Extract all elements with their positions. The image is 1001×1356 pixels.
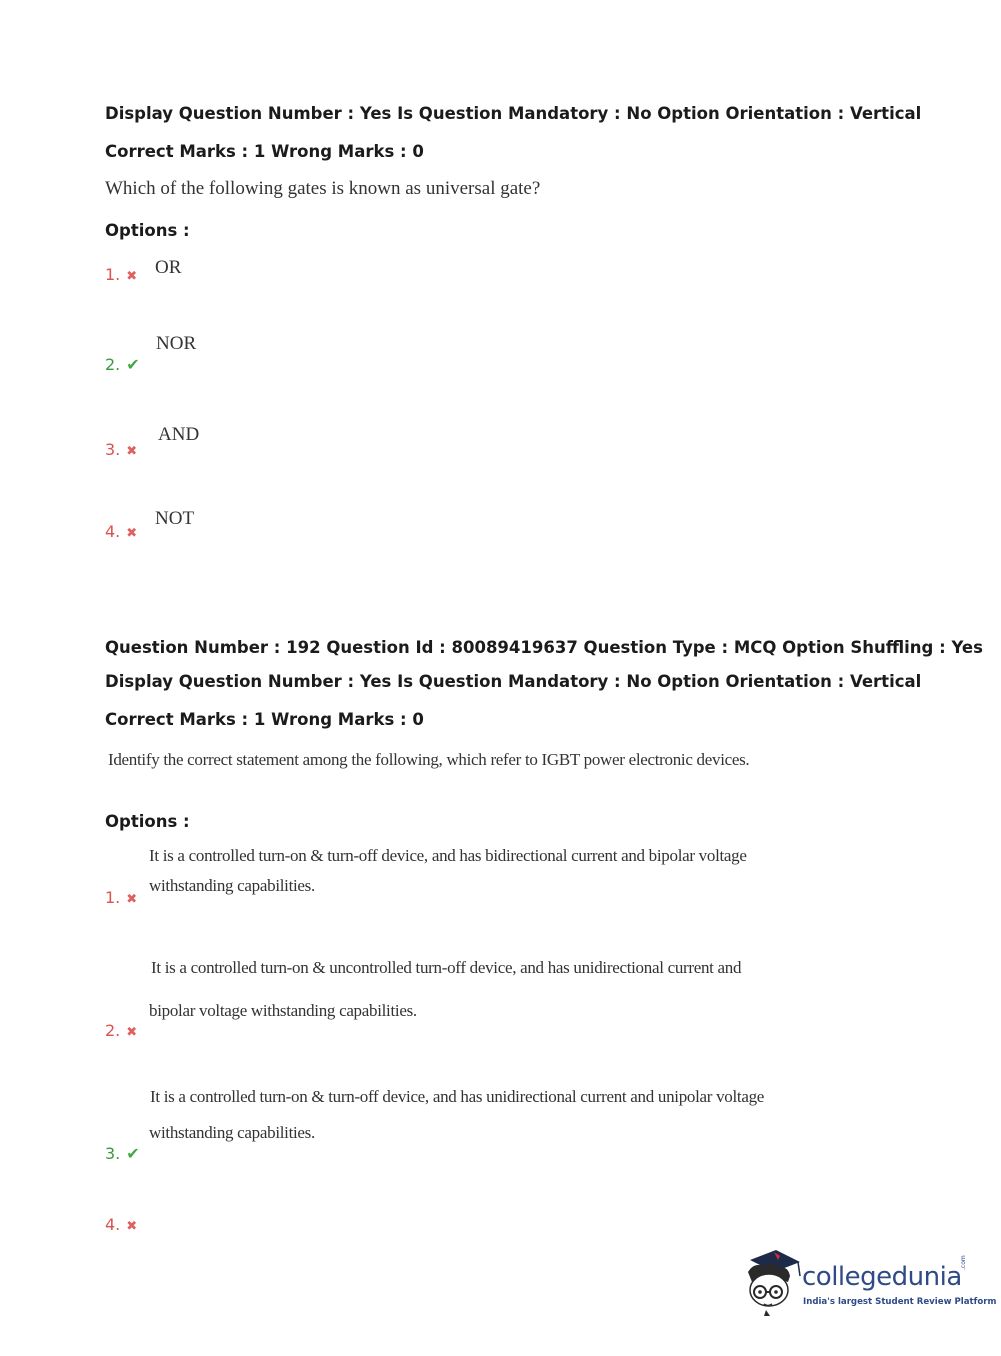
cross-icon: ✖ — [126, 526, 138, 541]
option-number: 1. — [105, 265, 121, 284]
option-number: 3. — [105, 1144, 121, 1163]
option-number: 2. — [105, 355, 121, 374]
q1-option-3-text: AND — [158, 424, 200, 445]
cross-icon: ✖ — [126, 269, 138, 284]
option-number: 1. — [105, 888, 121, 907]
check-icon: ✔ — [126, 1144, 140, 1163]
q2-option-1-line2: withstanding capabilities. — [149, 876, 315, 895]
q2-question-text: Identify the correct statement among the following, which refer to IGBT power electronic devices. — [108, 750, 750, 769]
q2-option-2-line1: It is a controlled turn-on & uncontrolled turn-off device, and has unidirectional current and — [151, 958, 742, 977]
q2-header-info: Question Number : 192 Question Id : 80089419637 Question Type : MCQ Option Shuffling : Yes — [105, 638, 983, 657]
q1-option-2-marker — [105, 355, 140, 374]
q1-option-3-marker — [105, 440, 137, 459]
option-number: 4. — [105, 1215, 121, 1234]
q1-option-2-text: NOR — [156, 333, 197, 354]
option-number: 2. — [105, 1021, 121, 1040]
mascot-icon — [742, 1250, 804, 1318]
collegedunia-logo — [742, 1250, 997, 1318]
q1-option-1-text: OR — [155, 257, 182, 278]
cross-icon: ✖ — [126, 444, 138, 459]
q1-display-info: Display Question Number : Yes Is Question Mandatory : No Option Orientation : Vertical — [105, 104, 922, 123]
cross-icon: ✖ — [126, 1025, 138, 1040]
q2-marks-info: Correct Marks : 1 Wrong Marks : 0 — [105, 710, 424, 729]
logo-suffix: .com — [960, 1255, 967, 1270]
logo-wordmark: collegedunia — [802, 1262, 962, 1292]
q2-display-info: Display Question Number : Yes Is Question Mandatory : No Option Orientation : Vertical — [105, 672, 922, 691]
q2-option-1-marker — [105, 888, 137, 907]
q1-marks-info: Correct Marks : 1 Wrong Marks : 0 — [105, 142, 424, 161]
cross-icon: ✖ — [126, 892, 138, 907]
logo-tagline: India's largest Student Review Platform — [803, 1297, 997, 1307]
q1-option-1-marker — [105, 265, 137, 284]
q2-option-1-line1: It is a controlled turn-on & turn-off device, and has bidirectional current and bipolar voltage — [149, 846, 747, 865]
q2-option-2-line2: bipolar voltage withstanding capabilities. — [149, 1001, 417, 1020]
q1-options-label: Options : — [105, 221, 190, 240]
cross-icon: ✖ — [126, 1219, 138, 1234]
check-icon: ✔ — [126, 355, 140, 374]
q2-option-3-line2: withstanding capabilities. — [149, 1123, 315, 1142]
option-number: 4. — [105, 522, 121, 541]
option-number: 3. — [105, 440, 121, 459]
q1-question-text: Which of the following gates is known as universal gate? — [105, 178, 541, 199]
q1-option-4-text: NOT — [155, 508, 195, 529]
q2-option-2-marker — [105, 1021, 137, 1040]
q2-option-4-marker — [105, 1215, 137, 1234]
q1-option-4-marker — [105, 522, 137, 541]
q2-options-label: Options : — [105, 812, 190, 831]
q2-option-3-marker — [105, 1144, 140, 1163]
q2-option-3-line1: It is a controlled turn-on & turn-off device, and has unidirectional current and unipolar voltage — [150, 1087, 765, 1106]
